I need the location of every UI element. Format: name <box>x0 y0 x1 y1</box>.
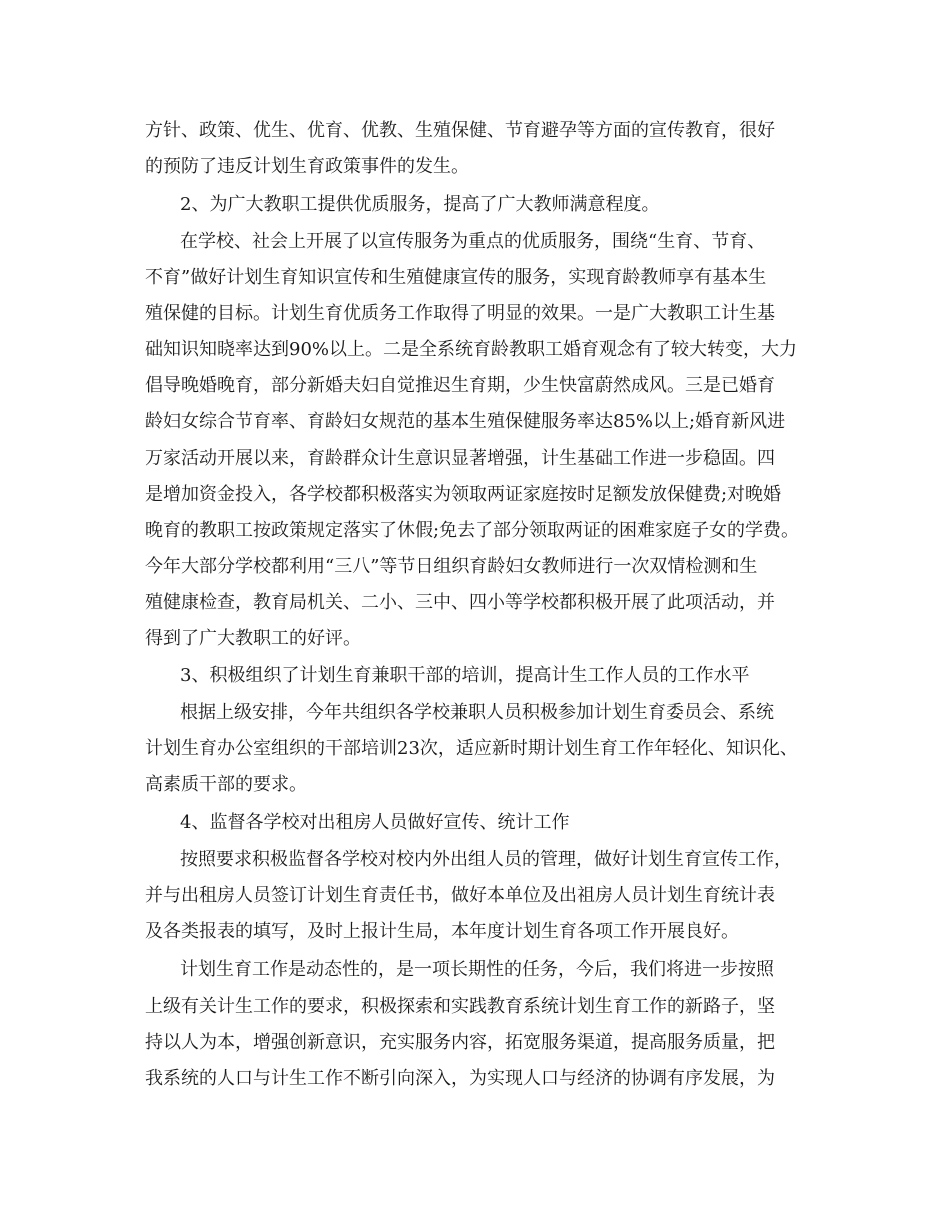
text-line: 不育”做好计划生育知识宣传和生殖健康宣传的服务，实现育龄教师享有基本生 <box>145 267 767 288</box>
text-line: 得到了广大教职工的好评。 <box>145 628 361 649</box>
text-line: 殖健康检查，教育局机关、二小、三中、四小等学校都积极开展了此项活动，并 <box>145 592 775 613</box>
text-line: 方针、政策、优生、优育、优教、生殖保健、节育避孕等方面的宣传教育，很好 <box>145 120 775 141</box>
text-line: 今年大部分学校都利用“三八”等节日组织育龄妇女教师进行一次双情检测和生 <box>145 556 758 577</box>
text-line: 2、为广大教职工提供优质服务，提高了广大教师满意程度。 <box>180 194 660 215</box>
text-line: 上级有关计生工作的要求，积极探索和实践教育系统计划生育工作的新路子，坚 <box>145 996 775 1017</box>
text-line: 万家活动开展以来，育龄群众计生意识显著增强，计生基础工作进一步稳固。四 <box>145 448 775 469</box>
text-line: 计划生育办公室组织的干部培训23次，适应新时期计划生育工作年轻化、知识化、 <box>145 738 798 759</box>
text-line: 4、监督各学校对出租房人员做好宣传、统计工作 <box>180 812 570 833</box>
text-line: 殖保健的目标。计划生育优质务工作取得了明显的效果。一是广大教职工计生基 <box>145 303 775 324</box>
text-line: 龄妇女综合节育率、育龄妇女规范的基本生殖保健服务率达85%以上;婚育新风进 <box>145 411 786 432</box>
text-line: 础知识知晓率达到90%以上。二是全系统育龄教职工婚育观念有了较大转变，大力 <box>145 339 798 360</box>
text-line: 及各类报表的填写，及时上报计生局，本年度计划生育各项工作开展良好。 <box>145 921 739 942</box>
text-line: 我系统的人口与计生工作不断引向深入，为实现人口与经济的协调有序发展，为 <box>145 1068 775 1089</box>
text-line: 的预防了违反计划生育政策事件的发生。 <box>145 156 469 177</box>
text-line: 按照要求积极监督各学校对校内外出组人员的管理，做好计划生育宣传工作， <box>180 849 792 870</box>
text-line: 持以人为本，增强创新意识，充实服务内容，拓宽服务渠道，提高服务质量，把 <box>145 1032 775 1053</box>
text-line: 在学校、社会上开展了以宣传服务为重点的优质服务，围绕“生育、节育、 <box>180 231 766 252</box>
text-line: 计划生育工作是动态性的，是一项长期性的任务，今后，我们将进一步按照 <box>180 959 774 980</box>
text-line: 3、积极组织了计划生育兼职干部的培训，提高计生工作人员的工作水平 <box>180 665 750 686</box>
text-line: 根据上级安排，今年共组织各学校兼职人员积极参加计划生育委员会、系统 <box>180 702 774 723</box>
text-line: 并与出租房人员签订计划生育责任书，做好本单位及出祖房人员计划生育统计表 <box>145 885 775 906</box>
text-line: 高素质干部的要求。 <box>145 774 307 795</box>
text-line: 倡导晚婚晚育，部分新婚夫妇自觉推迟生育期，少生快富蔚然成风。三是已婚育 <box>145 375 775 396</box>
text-line: 是增加资金投入，各学校都积极落实为领取两证家庭按时足额发放保健费;对晚婚 <box>145 484 782 505</box>
text-line: 晚育的教职工按政策规定落实了休假;免去了部分领取两证的困难家庭子女的学费。 <box>145 520 800 541</box>
